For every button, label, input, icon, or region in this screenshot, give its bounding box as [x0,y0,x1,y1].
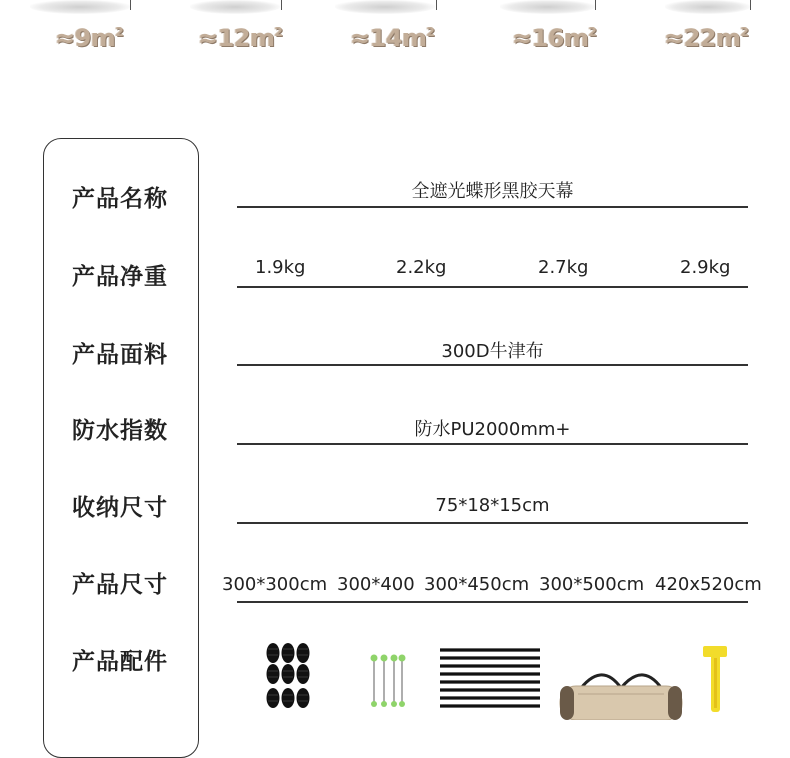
product-image-shadow [30,0,130,14]
row-divider [237,601,748,603]
size-value-2: 300*400 [337,574,415,595]
spec-label-waterproof: 防水指数 [72,418,168,444]
row-divider [237,364,748,366]
product-image-shadow [665,0,750,14]
area-label-14: $\approx 14m^2$ [350,24,435,52]
support-poles-icon [438,646,542,712]
product-image-edge [750,0,751,10]
product-image-shadow [335,0,435,14]
area-label-12: $\approx 12m^2$ [198,24,283,52]
row-divider [237,443,748,445]
spec-value-waterproof: 防水PU2000mm+ [414,419,571,440]
spec-label-packed-size: 收纳尺寸 [72,495,168,521]
ground-stakes-icon [366,650,408,712]
hammer-icon [700,644,730,714]
size-value-1: 300*300cm [222,574,328,595]
weight-value-2: 2.2kg [396,257,447,278]
spec-label-product-size: 产品尺寸 [72,572,168,598]
spec-label-accessories: 产品配件 [72,649,168,675]
product-image-edge [130,0,131,10]
area-label-22: $\approx 22m^2$ [664,24,749,52]
area-label-9: $\approx 9m^2$ [55,24,124,52]
weight-value-3: 2.7kg [538,257,589,278]
row-divider [237,286,748,288]
storage-bag-icon [556,658,686,720]
spec-value-packed-size: 75*18*15cm [435,495,550,516]
product-image-shadow [500,0,595,14]
spec-label-weight: 产品净重 [72,264,168,290]
weight-value-1: 1.9kg [255,257,306,278]
size-value-4: 300*500cm [539,574,645,595]
product-image-edge [436,0,437,10]
weight-value-4: 2.9kg [680,257,731,278]
product-image-edge [281,0,282,10]
rope-coils-icon [264,641,312,711]
spec-value-name: 全遮光蝶形黑胶天幕 [411,181,574,202]
row-divider [237,206,748,208]
row-divider [237,522,748,524]
product-image-edge [595,0,596,10]
size-value-3: 300*450cm [424,574,530,595]
spec-value-fabric: 300D牛津布 [441,341,544,362]
area-label-16: $\approx 16m^2$ [512,24,597,52]
size-value-5: 420x520cm [655,574,762,595]
product-image-shadow [190,0,280,14]
spec-label-name: 产品名称 [72,186,168,212]
spec-label-fabric: 产品面料 [72,342,168,368]
